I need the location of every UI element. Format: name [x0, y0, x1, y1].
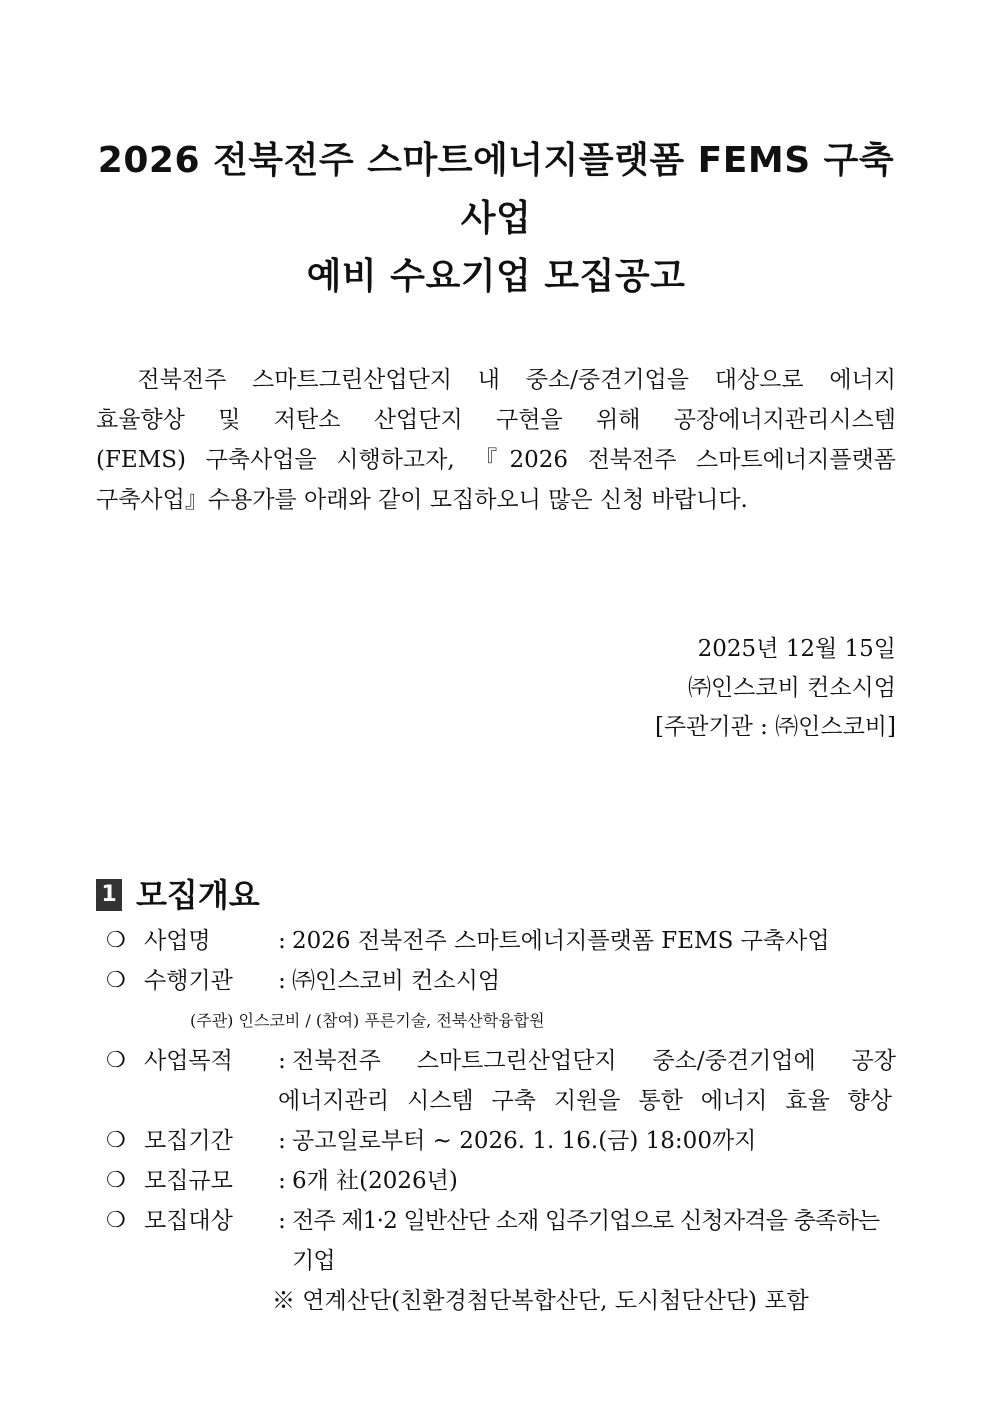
document-title-line1: 2026 전북전주 스마트에너지플랫폼 FEMS 구축사업	[97, 140, 895, 239]
colon: :	[278, 968, 286, 994]
signature-block	[96, 630, 896, 747]
intro-line: 구축사업』수용가를 아래와 같이 모집하오니 많은 신청 바랍니다.	[96, 487, 748, 513]
circle-bullet-icon: ❍	[106, 1168, 126, 1193]
item-label: 사업명	[144, 928, 211, 954]
overview-item-target	[106, 1201, 896, 1281]
item-value: 전북전주 스마트그린산업단지 중소/중견기업에 공장	[292, 1048, 896, 1074]
purpose-continuation: 에너지관리 시스템 구축 지원을 통한 에너지 효율 향상	[278, 1088, 892, 1114]
circle-bullet-icon: ❍	[106, 1208, 126, 1233]
colon: :	[278, 1128, 286, 1154]
colon: :	[278, 1168, 286, 1194]
section-title: 모집개요	[136, 876, 260, 914]
operator-note: (주관) 인스코비 / (참여) 푸른기술, 전북산학융합원	[190, 1011, 545, 1030]
target-note: ※ 연계산단(친환경첨단복합산단, 도시첨단산단) 포함	[272, 1288, 809, 1314]
colon: :	[278, 1048, 286, 1074]
overview-list	[96, 921, 896, 1321]
item-value: ㈜인스코비 컨소시엄	[292, 968, 501, 994]
item-value: 6개 社(2026년)	[292, 1168, 458, 1194]
section-heading	[96, 875, 896, 915]
colon: :	[278, 1208, 286, 1234]
item-label: 모집대상	[144, 1208, 233, 1234]
circle-bullet-icon: ❍	[106, 1128, 126, 1153]
intro-line: 효율향상 및 저탄소 산업단지 구현을 위해 공장에너지관리시스템	[96, 407, 896, 433]
item-value: 공고일로부터 ~ 2026. 1. 16.(금) 18:00까지	[292, 1128, 757, 1154]
item-label: 모집규모	[144, 1168, 233, 1194]
item-value: 2026 전북전주 스마트에너지플랫폼 FEMS 구축사업	[292, 928, 830, 954]
circle-bullet-icon: ❍	[106, 968, 126, 993]
document-title-line2: 예비 수요기업 모집공고	[306, 256, 686, 297]
host-org: [주관기관 : ㈜인스코비]	[654, 714, 896, 740]
overview-item-operator	[106, 961, 896, 1001]
overview-item-scale	[106, 1161, 896, 1201]
circle-bullet-icon: ❍	[106, 928, 126, 953]
section-number: 1	[96, 879, 122, 911]
overview-item-period	[106, 1121, 896, 1161]
colon: :	[278, 928, 286, 954]
announcement-date: 2025년 12월 15일	[697, 636, 896, 662]
item-label: 모집기간	[144, 1128, 233, 1154]
intro-line: (FEMS) 구축사업을 시행하고자, 『2026 전북전주 스마트에너지플랫폼	[96, 447, 896, 473]
circle-bullet-icon: ❍	[106, 1048, 126, 1073]
overview-item-purpose	[106, 1041, 896, 1081]
overview-item-project-name	[106, 921, 896, 961]
item-label: 수행기관	[144, 968, 233, 994]
issuer: ㈜인스코비 컨소시엄	[687, 675, 896, 701]
item-label: 사업목적	[144, 1048, 233, 1074]
intro-line: 전북전주 스마트그린산업단지 내 중소/중견기업을 대상으로 에너지	[96, 367, 896, 393]
item-value: 전주 제1·2 일반산단 소재 입주기업으로 신청자격을 충족하는 기업	[292, 1208, 880, 1274]
intro-paragraph	[96, 360, 896, 520]
